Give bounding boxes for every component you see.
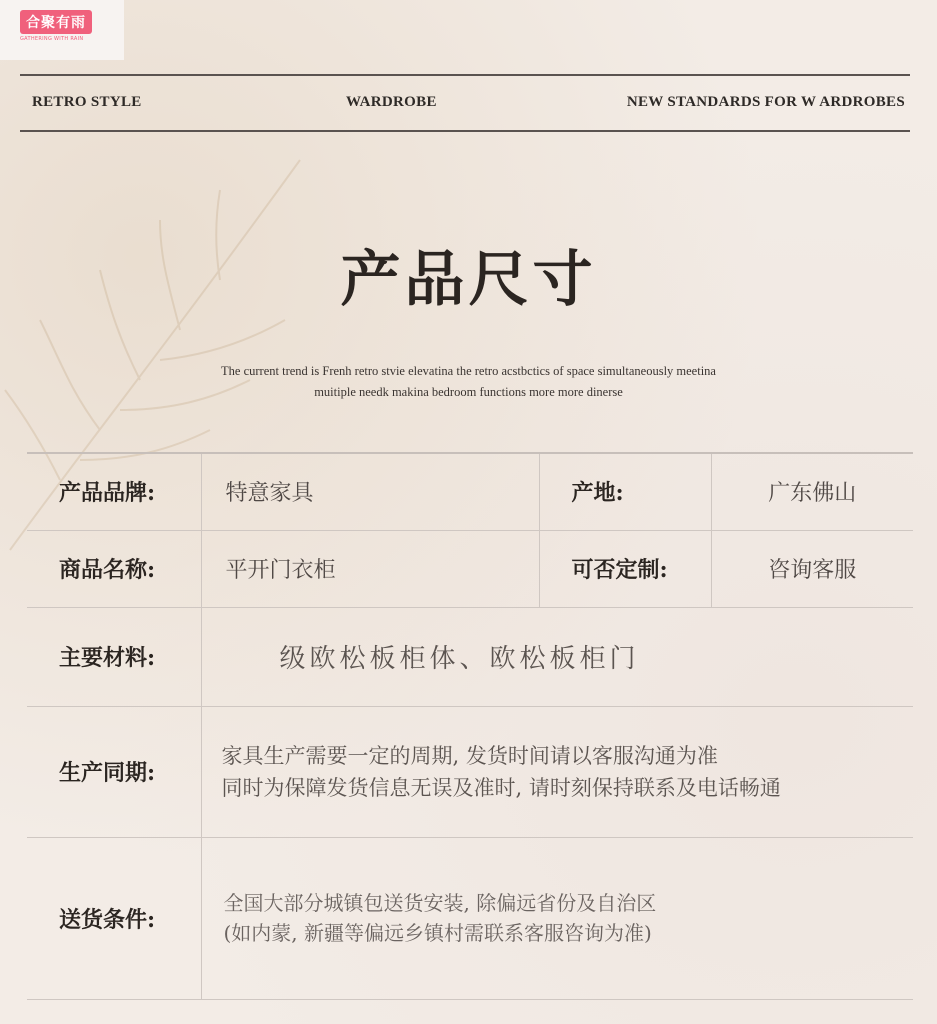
production-label: 生产同期:: [27, 706, 201, 837]
header-left-text: RETRO STYLE: [32, 94, 142, 110]
brand-label: 产品品牌:: [27, 453, 201, 530]
brand-logo: [0, 0, 124, 60]
page-title: 产品尺寸: [340, 245, 597, 315]
spec-row-delivery: [27, 837, 913, 999]
delivery-line-1: 全国大部分城镇包送货安装, 除偏远省份及自治区: [223, 891, 657, 915]
spec-table: [27, 452, 913, 1000]
header-right-text: NEW STANDARDS FOR W ARDROBES: [626, 94, 905, 110]
header-bar: [20, 74, 910, 132]
logo-text: 合聚有雨: [20, 10, 92, 34]
origin-value: 广东佛山: [711, 453, 913, 530]
name-label: 商品名称:: [27, 530, 201, 607]
spec-row-name: [27, 530, 913, 607]
spec-row-material: [27, 607, 913, 706]
origin-label: 产地:: [539, 453, 711, 530]
delivery-value: [201, 837, 913, 999]
name-value: 平开门衣柜: [201, 530, 539, 607]
subtitle-line-1: The current trend is Frenh retro stvie elevatina the retro acstbctics of space simultaneously meetina: [221, 364, 716, 378]
spec-row-production: [27, 706, 913, 837]
production-value: [201, 706, 913, 837]
logo-subtext: GATHERING WITH RAIN: [20, 36, 84, 42]
custom-label: 可否定制:: [539, 530, 711, 607]
subtitle-line-2: muitiple needk makina bedroom functions more more dinerse: [314, 385, 623, 399]
production-line-1: 家具生产需要一定的周期, 发货时间请以客服沟通为准: [221, 743, 718, 768]
brand-value: 特意家具: [201, 453, 539, 530]
material-label: 主要材料:: [27, 607, 201, 706]
spec-row-brand: [27, 453, 913, 530]
delivery-label: 送货条件:: [27, 837, 201, 999]
production-line-2: 同时为保障发货信息无误及准时, 请时刻保持联系及电话畅通: [221, 775, 781, 800]
delivery-line-2: (如内蒙, 新疆等偏远乡镇村需联系客服咨询为准): [223, 921, 652, 945]
header-center-text: WARDROBE: [346, 94, 437, 110]
custom-value: 咨询客服: [711, 530, 913, 607]
material-value: 级欧松板柜体、欧松板柜门: [201, 607, 913, 706]
